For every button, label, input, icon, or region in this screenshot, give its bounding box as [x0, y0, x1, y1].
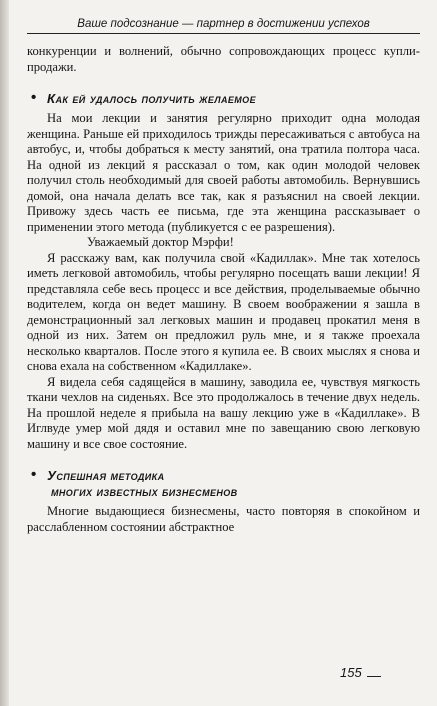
- page-number-rule: [367, 676, 381, 677]
- section-2-paragraph: Многие выдающиеся бизнесмены, часто повторяя в спокойном и расслабленном состоянии абстрактное: [27, 504, 420, 534]
- page-number: 155: [340, 665, 362, 680]
- section-heading-2-line-1: Успешная методика: [47, 468, 165, 483]
- letter-paragraph-1: Я расскажу вам, как получила свой «Кадиллак». Мне так хотелось иметь легковой автомобиль, чтобы регулярно посещать ваши лекции! Я представляла себе весь процесс и все действия, проделываемые обычно водителем, когда он ведет машину. В своем воображении я зашла в демонстрационный зал легковых машин и продавец прокатил меня в одной из них. Затем он предложил руль мне, и я также проехала несколько кварталов. После этого я купила ее. В своих мыслях я снова и снова ехала на собственном «Кадиллаке».: [27, 250, 420, 373]
- section-heading-2: [27, 468, 420, 500]
- bullet-icon: •: [31, 466, 37, 483]
- page-edge-shadow: [0, 0, 9, 706]
- letter-greeting: Уважаемый доктор Мэрфи!: [87, 235, 234, 249]
- section-heading-1-text: Как ей удалось получить желаемое: [47, 91, 256, 106]
- letter-paragraph-2: Я видела себя садящейся в машину, заводила ее, чувствуя мягкость ткани чехлов на сиденьях. Все это продолжалось в течение двух недель. На прошлой неделе я прибыла на вашу лекцию уже в «Кадиллаке». В Иглвуде умер мой дядя и оставил мне по завещанию свою легковую машину и все свое состояние.: [27, 374, 420, 451]
- section-heading-1: [27, 91, 420, 107]
- bullet-icon: •: [31, 89, 37, 106]
- running-header: Ваше подсознание — партнер в достижении успехов: [27, 18, 420, 34]
- page-body: [27, 44, 420, 535]
- intro-paragraph: конкуренции и волнений, обычно сопровождающих процесс купли-продажи.: [27, 44, 420, 74]
- section-1-paragraph: На мои лекции и занятия регулярно приходит одна молодая женщина. Раньше ей приходилось трижды пересаживаться с автобуса на автобус, и, чтобы добраться к месту занятий, она тратила полтора часа. На одной из лекций я рассказал о том, как один молодой человек получил столь необходимый для своей работы автомобиль. Вернувшись домой, она начала делать все так, как я разъяснил на своей лекции. Привожу здесь часть ее письма, где эта женщина рассказывает о применении этого метода (публикуется с ее разрешения).: [27, 111, 420, 234]
- section-heading-2-line-2: многих известных бизнесменов: [51, 484, 238, 499]
